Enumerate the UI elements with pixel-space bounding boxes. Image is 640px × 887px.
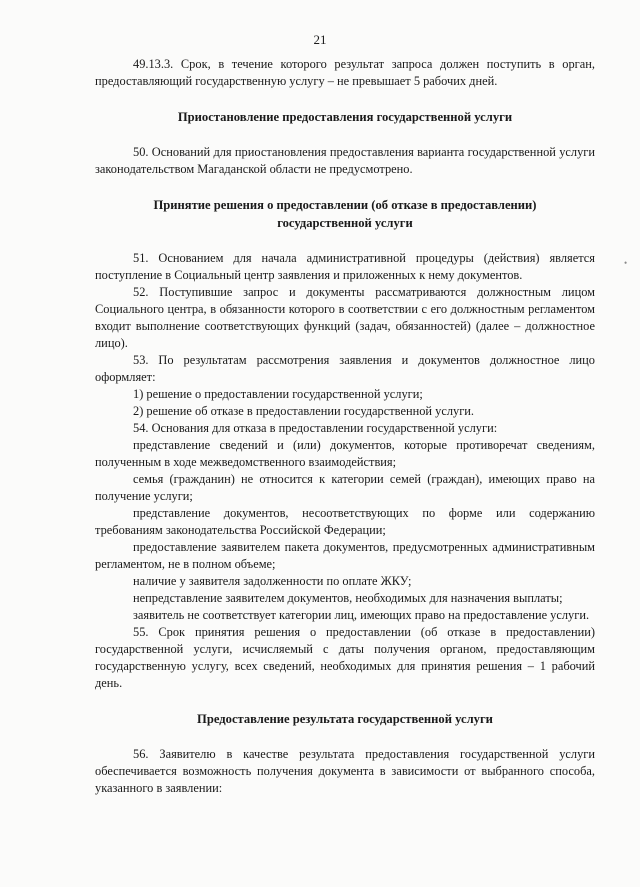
- paragraph-55: 55. Срок принятия решения о предоставлении (об отказе в предоставлении) государственной услуги, исчисляемый с даты получения органом, предоставляющим государственную услугу, всех сведений, необходимых для принятия решения – 1 рабочий день.: [95, 625, 595, 690]
- scan-mark: •: [624, 258, 628, 268]
- refusal-ground-contradiction: представление сведений и (или) документов, которые противоречат сведениям, полученным в ходе межведомственного взаимодействия;: [95, 438, 595, 469]
- heading-result: Предоставление результата государственной услуги: [197, 712, 493, 726]
- paragraph-53: 53. По результатам рассмотрения заявления и документов должностное лицо оформляет:: [95, 353, 595, 384]
- refusal-ground-eligibility: заявитель не соответствует категории лиц, имеющих право на предоставление услуги.: [133, 608, 590, 622]
- page-number: 21: [313, 32, 327, 47]
- refusal-ground-missing-docs: непредставление заявителем документов, необходимых для назначения выплаты;: [133, 591, 563, 605]
- list-item-decision-grant: 1) решение о предоставлении государственной услуги;: [133, 387, 423, 401]
- refusal-ground-form: представление документов, несоответствующих по форме или содержанию требованиям законодательства Российской Федерации;: [95, 506, 595, 537]
- heading-decision: Принятие решения о предоставлении (об отказе в предоставлении) государственной услуги: [153, 198, 537, 230]
- refusal-ground-incomplete: предоставление заявителем пакета документов, предусмотренных административным регламентом, не в полном объеме;: [95, 540, 595, 571]
- paragraph-54: 54. Основания для отказа в предоставлении государственной услуги:: [133, 421, 498, 435]
- paragraph-52: 52. Поступившие запрос и документы рассматриваются должностным лицом Социального центра, в обязанности которого в соответствии с его должностным регламентом входит выполнение соответствующих функций (задач, обязанностей) (далее – должностное лицо).: [95, 285, 595, 350]
- refusal-ground-category: семья (гражданин) не относится к категории семей (граждан), имеющих право на получение услуги;: [95, 472, 595, 503]
- document-body: [95, 56, 595, 797]
- list-item-decision-refusal: 2) решение об отказе в предоставлении государственной услуги.: [133, 404, 475, 418]
- paragraph-51: 51. Основанием для начала административной процедуры (действия) является поступление в Социальный центр заявления и приложенных к нему документов.: [95, 251, 595, 282]
- paragraph-56: 56. Заявителю в качестве результата предоставления государственной услуги обеспечивается возможность получения документа в зависимости от выбранного способа, указанного в заявлении:: [95, 747, 595, 795]
- paragraph-50: 50. Оснований для приостановления предоставления варианта государственной услуги законодательством Магаданской области не предусмотрено.: [95, 145, 595, 176]
- heading-suspension: Приостановление предоставления государственной услуги: [177, 110, 513, 124]
- refusal-ground-debt: наличие у заявителя задолженности по оплате ЖКУ;: [133, 574, 412, 588]
- paragraph-49-13-3: 49.13.3. Срок, в течение которого результат запроса должен поступить в орган, предоставляющий государственную услугу – не превышает 5 рабочих дней.: [95, 57, 595, 88]
